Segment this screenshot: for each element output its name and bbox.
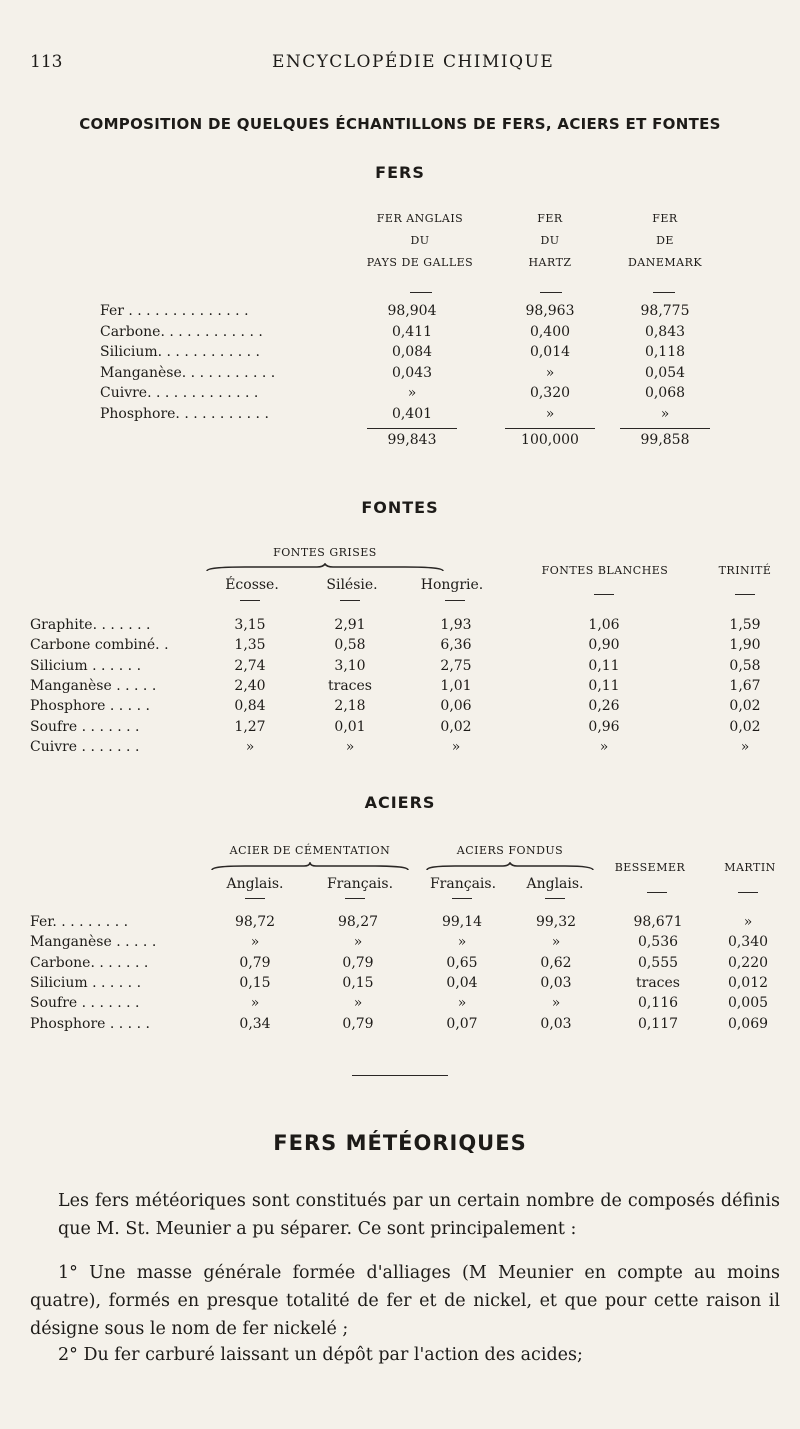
fontes-cell: 0,11 — [588, 677, 620, 694]
aciers-cell: » — [551, 995, 561, 1012]
aciers-cell: » — [457, 934, 467, 951]
fontes-row-label: Silicium . . . . . . — [30, 657, 142, 674]
aciers-row-label: Soufre . . . . . . . — [30, 995, 140, 1012]
fontes-cell: 1,59 — [729, 617, 761, 633]
aciers-cell: 0,012 — [727, 974, 769, 991]
aciers-row-label: Silicium . . . . . . — [30, 974, 142, 991]
aciers-cementation-brace — [210, 862, 410, 872]
fontes-grises-brace — [205, 563, 445, 573]
aciers-cell: 0,220 — [727, 954, 769, 971]
aciers-cell: 0,15 — [239, 974, 271, 991]
fontes-cell: 0,96 — [588, 718, 620, 735]
aciers-bessemer-header: BESSEMER — [614, 861, 686, 874]
aciers-fondus-brace — [425, 862, 595, 872]
fers-row-label: Manganèse. . . . . . . . . . . — [100, 364, 276, 381]
fers-cell: 0,084 — [391, 344, 433, 360]
fers-cell: » — [545, 364, 555, 381]
fers-col-header-2: FER DU HARTZ — [528, 212, 572, 269]
fontes-cell: 0,84 — [234, 698, 266, 715]
fontes-cell: 1,67 — [729, 677, 761, 694]
aciers-row-label: Phosphore . . . . . — [30, 1015, 150, 1032]
fontes-row-label: Soufre . . . . . . . — [30, 718, 140, 735]
fontes-cell: 3,15 — [234, 617, 266, 633]
fontes-row-label: Graphite. . . . . . . — [30, 617, 151, 633]
fers-total-rule — [505, 428, 595, 429]
fontes-row-label: Phosphore . . . . . — [30, 698, 150, 715]
aciers-subcol-anglais-1: Anglais. — [226, 876, 284, 892]
aciers-cell: 0,79 — [342, 1015, 374, 1032]
aciers-row-label: Carbone. . . . . . . — [30, 954, 149, 971]
fers-row-label: Silicium. . . . . . . . . . . . — [100, 344, 260, 360]
meteoriques-paragraph-1: Les fers météoriques sont constitués par un certain nombre de composés définis que M. St. Meunier a pu séparer. Ce sont principalement : — [58, 1191, 780, 1239]
fers-total-cell: 100,000 — [521, 432, 579, 448]
fers-row-label: Cuivre. . . . . . . . . . . . . — [100, 385, 259, 401]
fers-cell: 0,054 — [644, 364, 686, 381]
fontes-row-label: Carbone combiné. . — [30, 637, 169, 654]
fontes-cell: 0,58 — [729, 657, 761, 674]
aciers-cell: » — [353, 934, 363, 951]
aciers-cell: 0,555 — [637, 954, 679, 971]
aciers-subcol-anglais-2: Anglais. — [526, 876, 584, 892]
aciers-cell: 0,79 — [342, 954, 374, 971]
fontes-cell: 2,18 — [334, 698, 366, 715]
aciers-fondus-header: ACIERS FONDUS — [456, 844, 564, 857]
aciers-row-label: Fer. . . . . . . . . — [30, 914, 129, 930]
aciers-cell: » — [457, 995, 467, 1012]
aciers-cell: » — [250, 995, 260, 1012]
aciers-cell: 0,04 — [446, 974, 478, 991]
fontes-cell: 1,01 — [440, 677, 472, 694]
aciers-cell: 0,536 — [637, 934, 679, 951]
fontes-cell: 0,11 — [588, 657, 620, 674]
fontes-cell: 0,06 — [440, 698, 472, 715]
fontes-subcol-silesie: Silésie. — [326, 577, 378, 593]
fontes-cell: » — [740, 738, 750, 755]
aciers-cell: 0,116 — [637, 995, 679, 1012]
fontes-cell: 0,26 — [588, 698, 620, 715]
fers-cell: 0,843 — [644, 323, 686, 340]
fontes-row-label: Cuivre . . . . . . . — [30, 738, 140, 755]
aciers-cell: 0,79 — [239, 954, 271, 971]
fontes-cell: 0,58 — [334, 637, 366, 654]
fontes-cell: 1,27 — [234, 718, 266, 735]
fontes-blanches-header: FONTES BLANCHES — [541, 564, 669, 577]
fontes-cell: » — [245, 738, 255, 755]
meteoriques-heading: FERS MÉTÉORIQUES — [273, 1131, 527, 1155]
fontes-cell: 1,90 — [729, 637, 761, 654]
fontes-cell: » — [451, 738, 461, 755]
aciers-cell: 0,340 — [727, 934, 769, 951]
aciers-cementation-header: ACIER DE CÉMENTATION — [229, 844, 391, 857]
fontes-cell: » — [599, 738, 609, 755]
fontes-trinite-header: TRINITÉ — [718, 564, 772, 577]
fontes-subcol-ecosse: Écosse. — [225, 577, 279, 593]
aciers-cell: traces — [636, 974, 680, 991]
aciers-cell: 98,671 — [633, 914, 683, 930]
fontes-row-label: Manganèse . . . . . — [30, 677, 157, 694]
fontes-cell: 0,90 — [588, 637, 620, 654]
aciers-cell: 98,72 — [234, 914, 276, 930]
meteoriques-paragraph-2: 1° Une masse générale formée d'alliages (M Meunier en compte au moins quatre), formés en presque totalité de fer et de nickel, et que pour cette raison il désigne sous le nom de fer nickelé ; — [30, 1263, 780, 1339]
aciers-cell: » — [250, 934, 260, 951]
fers-total-rule — [620, 428, 710, 429]
fers-cell: 0,068 — [644, 385, 686, 401]
aciers-martin-header: MARTIN — [724, 861, 776, 874]
aciers-cell: » — [353, 995, 363, 1012]
fontes-cell: 1,35 — [234, 637, 266, 654]
fontes-cell: 6,36 — [440, 637, 472, 654]
fers-col-header-1: FER ANGLAIS DU PAYS DE GALLES — [366, 212, 474, 269]
aciers-cell: 0,62 — [540, 954, 572, 971]
fontes-cell: » — [345, 738, 355, 755]
aciers-cell: » — [743, 914, 753, 930]
fers-row-label: Fer . . . . . . . . . . . . . . — [100, 303, 249, 319]
fontes-cell: 2,40 — [234, 677, 266, 694]
aciers-cell: 0,65 — [446, 954, 478, 971]
fers-total-cell: 99,858 — [640, 432, 690, 448]
fontes-cell: 2,74 — [234, 657, 266, 674]
aciers-cell: 0,03 — [540, 1015, 572, 1032]
fontes-cell: traces — [328, 677, 372, 694]
fontes-cell: 2,75 — [440, 657, 472, 674]
fers-cell: » — [660, 405, 670, 422]
fontes-cell: 2,91 — [334, 617, 366, 633]
aciers-cell: 0,03 — [540, 974, 572, 991]
fers-cell: 0,118 — [644, 344, 686, 360]
fers-cell: 0,400 — [529, 323, 571, 340]
aciers-subcol-francais-1: Français. — [326, 876, 394, 892]
fers-cell: 0,411 — [391, 323, 433, 340]
fontes-heading: FONTES — [361, 498, 439, 517]
fers-cell: » — [545, 405, 555, 422]
fers-cell: 98,904 — [387, 303, 437, 319]
aciers-cell: 99,32 — [535, 914, 577, 930]
fontes-grises-header: FONTES GRISES — [273, 546, 377, 559]
fontes-cell: 3,10 — [334, 657, 366, 674]
fers-cell: 0,320 — [529, 385, 571, 401]
fers-cell: 0,401 — [391, 405, 433, 422]
page-number: 113 — [30, 52, 63, 72]
fers-cell: » — [407, 385, 417, 401]
fontes-cell: 1,06 — [588, 617, 620, 633]
aciers-cell: 0,005 — [727, 995, 769, 1012]
running-title: ENCYCLOPÉDIE CHIMIQUE — [272, 52, 555, 72]
fontes-cell: 0,02 — [729, 698, 761, 715]
aciers-cell: 0,15 — [342, 974, 374, 991]
fers-total-rule — [367, 428, 457, 429]
aciers-row-label: Manganèse . . . . . — [30, 934, 157, 951]
fers-cell: 0,043 — [391, 364, 433, 381]
fers-cell: 98,963 — [525, 303, 575, 319]
aciers-cell: 0,117 — [637, 1015, 679, 1032]
fers-total-cell: 99,843 — [387, 432, 437, 448]
aciers-cell: » — [551, 934, 561, 951]
page-title: COMPOSITION DE QUELQUES ÉCHANTILLONS DE FERS, ACIERS ET FONTES — [79, 115, 721, 133]
aciers-cell: 98,27 — [337, 914, 379, 930]
section-divider — [352, 1075, 448, 1076]
aciers-cell: 0,069 — [727, 1015, 769, 1032]
aciers-subcol-francais-2: Français. — [429, 876, 497, 892]
fers-cell: 0,014 — [529, 344, 571, 360]
aciers-cell: 99,14 — [441, 914, 483, 930]
fontes-cell: 0,01 — [334, 718, 366, 735]
fers-row-label: Carbone. . . . . . . . . . . . — [100, 323, 263, 340]
fontes-subcol-hongrie: Hongrie. — [420, 577, 484, 593]
meteoriques-paragraph-3: 2° Du fer carburé laissant un dépôt par l'action des acides; — [58, 1345, 583, 1365]
fontes-cell: 0,02 — [440, 718, 472, 735]
fers-cell: 98,775 — [640, 303, 690, 319]
fers-heading: FERS — [375, 163, 425, 182]
aciers-cell: 0,07 — [446, 1015, 478, 1032]
fers-row-label: Phosphore. . . . . . . . . . . — [100, 405, 269, 422]
aciers-heading: ACIERS — [364, 793, 436, 812]
fontes-cell: 1,93 — [440, 617, 472, 633]
fontes-cell: 0,02 — [729, 718, 761, 735]
aciers-cell: 0,34 — [239, 1015, 271, 1032]
fers-col-header-3: FER DE DANEMARK — [627, 212, 703, 269]
